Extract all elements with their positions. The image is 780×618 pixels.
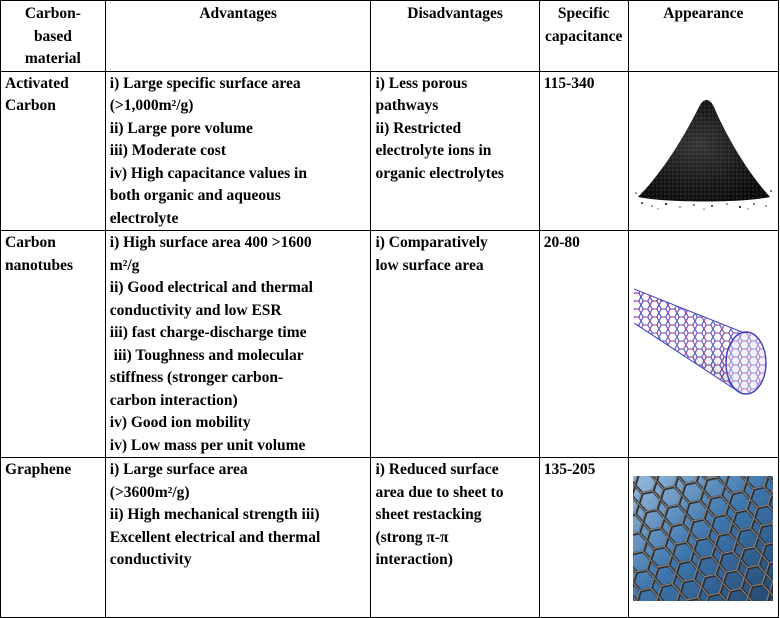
disadvantage-line: pathways	[375, 97, 439, 114]
disadvantages-cell	[371, 231, 539, 458]
advantage-line: ii) High mechanical strength iii)	[109, 506, 320, 523]
material-cell: Activated Carbon	[1, 71, 106, 231]
advantage-line: iii) fast charge-discharge time	[109, 324, 307, 341]
capacitance-cell: 135-205	[539, 458, 628, 618]
table-row	[1, 458, 779, 618]
disadvantage-line: electrolyte ions in	[375, 142, 492, 159]
advantage-line: i) Large surface area	[109, 461, 248, 478]
table-row	[1, 71, 779, 231]
appearance-cell	[628, 458, 778, 618]
advantage-line: iii) Toughness and molecular	[109, 346, 304, 364]
disadvantage-line: ii) Restricted	[375, 119, 462, 137]
disadvantage-line: organic electrolytes	[375, 164, 504, 182]
disadvantage-line: i) Less porous	[375, 74, 468, 92]
disadvantage-line: area due to sheet to	[375, 483, 504, 501]
advantages-cell	[105, 71, 371, 231]
appearance-cell	[628, 231, 778, 458]
header-row	[1, 1, 779, 72]
advantage-line: electrolyte	[109, 209, 179, 227]
advantages-cell	[105, 231, 371, 458]
advantage-line: conductivity and low ESR	[109, 301, 282, 319]
advantage-line: conductivity	[109, 551, 192, 568]
header-material: Carbon- based material	[1, 1, 106, 72]
advantage-line: stiffness (stronger carbon-	[109, 369, 284, 386]
activated-carbon-pile-image	[632, 85, 774, 210]
header-disadvantages: Disadvantages	[371, 1, 539, 72]
disadvantage-line: i) Reduced surface	[375, 461, 499, 478]
advantage-line: iv) Low mass per unit volume	[109, 436, 306, 454]
advantage-line: both organic and aqueous	[109, 187, 281, 204]
advantage-line: i) Large specific surface area	[109, 74, 301, 92]
advantage-line: iv) Good ion mobility	[109, 414, 251, 431]
disadvantage-line: (strong π-π	[375, 528, 449, 546]
advantage-line: iii) Moderate cost	[109, 142, 226, 159]
advantage-line: m²/g	[109, 256, 140, 274]
material-cell: Carbon nanotubes	[1, 231, 106, 458]
appearance-cell	[628, 71, 778, 231]
advantage-line: carbon interaction)	[109, 391, 238, 409]
advantage-line: (>1,000m²/g)	[109, 97, 194, 114]
disadvantages-cell	[371, 71, 539, 231]
disadvantage-line: sheet restacking	[375, 506, 482, 523]
capacitance-cell: 115-340	[539, 71, 628, 231]
material-cell: Graphene	[1, 458, 106, 618]
graphene-lattice-image	[633, 476, 773, 601]
advantage-line: Excellent electrical and thermal	[109, 528, 321, 546]
header-appearance: Appearance	[628, 1, 778, 72]
header-advantages: Advantages	[105, 1, 371, 72]
header-capacitance: Specific capacitance	[539, 1, 628, 72]
capacitance-cell: 20-80	[539, 231, 628, 458]
advantage-line: iv) High capacitance values in	[109, 164, 307, 182]
disadvantage-line: i) Comparatively	[375, 234, 488, 251]
disadvantages-cell	[371, 458, 539, 618]
table-row	[1, 231, 779, 458]
advantage-line: (>3600m²/g)	[109, 483, 190, 501]
advantages-cell	[105, 458, 371, 618]
advantage-line: ii) Large pore volume	[109, 119, 253, 137]
carbon-nanotube-image	[632, 261, 774, 401]
disadvantage-line: interaction)	[375, 551, 453, 568]
advantage-line: i) High surface area 400 >1600	[109, 234, 312, 251]
disadvantage-line: low surface area	[375, 256, 484, 274]
advantage-line: ii) Good electrical and thermal	[109, 279, 313, 296]
